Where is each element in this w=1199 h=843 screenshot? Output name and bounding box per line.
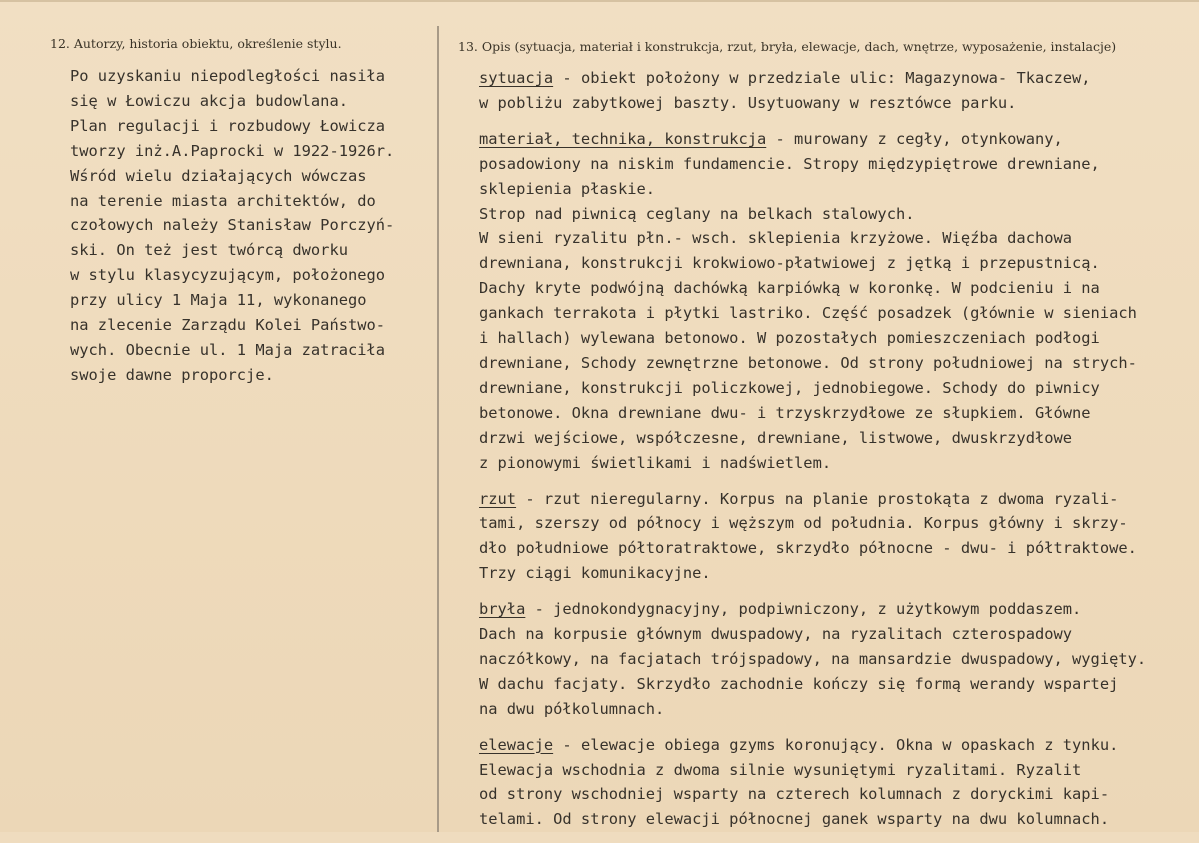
section-first-text: - jednokondygnacyjny, podpiwniczony, z użytkowym poddaszem. (525, 600, 1082, 619)
description-section (479, 487, 1194, 587)
left-column-header: 12. Autorzy, historia obiektu, określenie stylu. (50, 36, 342, 51)
section-first-text: - murowany z cegły, otynkowany, (766, 129, 1063, 148)
section-line: Trzy ciągi komunikacyjne. (479, 564, 711, 583)
description-text (479, 66, 1194, 843)
section-first-line (479, 66, 1194, 91)
column-divider (437, 26, 439, 832)
top-edge-line (0, 0, 1199, 2)
history-line: w stylu klasycyzującym, położonego (70, 266, 386, 285)
section-line: gankach terrakota i płytki lastriko. Część posadzek (głównie w sieniach (479, 304, 1137, 323)
history-line: przy ulicy 1 Maja 11, wykonanego (70, 291, 367, 310)
history-line: wych. Obecnie ul. 1 Maja zatraciła (70, 340, 386, 359)
section-line: drzwi wejściowe, współczesne, drewniane, listwowe, dwuskrzydłowe (479, 428, 1073, 447)
history-line: tworzy inż.A.Paprocki w 1922-1926r. (70, 141, 395, 160)
section-line: drewniana, konstrukcji krokwiowo-płatwiowej z jętką i przepustnicą. (479, 254, 1100, 273)
history-line: ski. On też jest twórcą dworku (70, 241, 348, 260)
section-line: Elewacja wschodnia z dwoma silnie wysuniętymi ryzalitami. Ryzalit (479, 760, 1082, 779)
section-line: Strop nad piwnicą ceglany na belkach stalowych. (479, 204, 915, 223)
section-line: sklepienia płaskie. (479, 179, 656, 198)
section-line: betonowe. Okna drewniane dwu- i trzyskrzydłowe ze słupkiem. Główne (479, 403, 1091, 422)
section-line: drewniane, konstrukcji policzkowej, jednobiegowe. Schody do piwnicy (479, 378, 1100, 397)
section-term: sytuacja (479, 69, 554, 87)
section-line: posadowiony na niskim fundamencie. Stropy międzypiętrowe drewniane, (479, 154, 1100, 173)
section-line: Dach na korpusie głównym dwuspadowy, na ryzalitach czterospadowy (479, 625, 1073, 644)
section-term: bryła (479, 600, 526, 619)
history-line: na terenie miasta architektów, do (70, 191, 376, 210)
section-first-text: - rzut nieregularny. Korpus na planie prostokąta z dwoma ryzali- (516, 489, 1119, 508)
section-line: i hallach) wylewana betonowo. W pozostałych pomieszczeniach podłogi (479, 329, 1100, 348)
description-section (479, 127, 1194, 476)
section-first-line (479, 733, 1194, 758)
section-line: w pobliżu zabytkowej baszty. Usytuowany w resztówce parku. (479, 93, 1017, 112)
section-first-line (479, 487, 1194, 512)
section-first-line (479, 127, 1194, 152)
section-line: naczółkowy, na facjatach trójspadowy, na mansardzie dwuspadowy, wygięty. (479, 649, 1147, 668)
description-section (479, 597, 1194, 722)
section-first-line (479, 597, 1194, 622)
section-term: elewacje (479, 735, 554, 754)
history-line: Wśród wielu działających wówczas (70, 166, 367, 185)
history-line: swoje dawne proporcje. (70, 365, 274, 384)
history-line: Po uzyskaniu niepodległości nasiła (70, 67, 386, 85)
section-line: W dachu facjaty. Skrzydło zachodnie kończy się formą werandy wspartej (479, 674, 1119, 693)
history-line: na zlecenie Zarządu Kolei Państwo- (70, 316, 386, 335)
section-line: drewniane, Schody zewnętrzne betonowe. Od strony południowej na strych- (479, 353, 1137, 372)
section-line: od strony wschodniej wsparty na czterech kolumnach z doryckimi kapi- (479, 785, 1110, 804)
section-term: materiał, technika, konstrukcja (479, 129, 767, 148)
section-first-text: - elewacje obiega gzyms koronujący. Okna w opaskach z tynku. (553, 735, 1119, 754)
history-line: czołowych należy Stanisław Porczyń- (70, 216, 395, 235)
description-section (479, 733, 1194, 833)
section-line: telami. Od strony elewacji północnej ganek wsparty na dwu kolumnach. (479, 810, 1110, 829)
section-line: Dachy kryte podwójną dachówką karpiówką w koronkę. W podcieniu i na (479, 279, 1100, 298)
section-line: tami, szerszy od północy i węższym od południa. Korpus główny i skrzy- (479, 514, 1128, 533)
section-first-text: - obiekt położony w przedziale ulic: Magazynowa- Tkaczew, (553, 69, 1091, 87)
history-line: Plan regulacji i rozbudowy Łowicza (70, 116, 386, 135)
section-line: W sieni ryzalitu płn.- wsch. sklepienia krzyżowe. Więźba dachowa (479, 229, 1073, 248)
right-column-header: 13. Opis (sytuacja, materiał i konstrukcja, rzut, bryła, elewacje, dach, wnętrze, wyposażenie, instalacje) (458, 39, 1117, 54)
history-text (70, 64, 430, 388)
description-section (479, 66, 1194, 116)
section-line: na dwu półkolumnach. (479, 699, 665, 718)
section-line: z pionowymi świetlikami i nadświetlem. (479, 453, 832, 472)
history-line: się w Łowiczu akcja budowlana. (70, 91, 348, 110)
section-term: rzut (479, 489, 517, 508)
section-line: dło południowe półtoratraktowe, skrzydło północne - dwu- i półtraktowe. (479, 539, 1137, 558)
